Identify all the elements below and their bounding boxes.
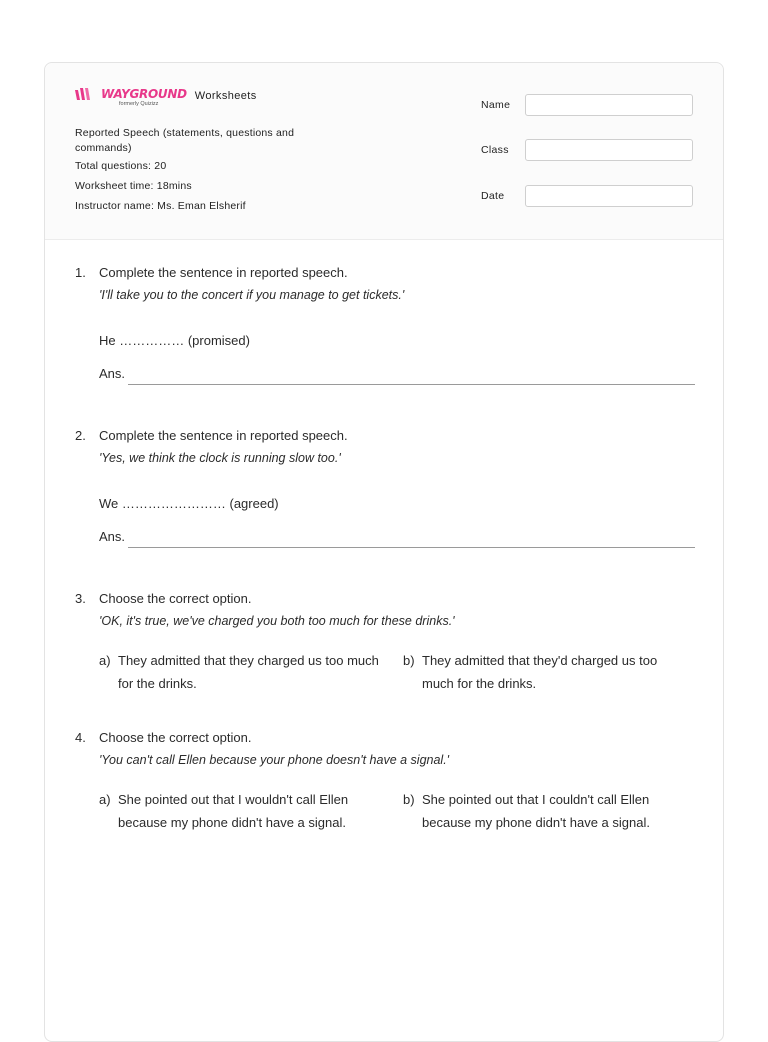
answer-line[interactable] <box>128 531 695 548</box>
answer-line[interactable] <box>128 368 695 385</box>
logo-text <box>101 87 187 107</box>
question-number: 4. <box>75 730 86 745</box>
question-quote: 'OK, it's true, we've charged you both too much for these drinks.' <box>99 614 455 628</box>
answer-options <box>99 788 695 834</box>
question-prompt: We …………………… (agreed) <box>99 496 279 511</box>
class-field <box>481 139 693 161</box>
answer-row <box>99 525 695 548</box>
question-1 <box>75 261 695 385</box>
total-questions: Total questions: 20 <box>75 160 167 172</box>
question-number: 3. <box>75 591 86 606</box>
wayground-logo-icon <box>75 88 99 102</box>
option-text: They admitted that they charged us too much for the drinks. <box>118 653 379 691</box>
name-label: Name <box>481 99 511 111</box>
class-input[interactable] <box>525 139 693 161</box>
option-text: She pointed out that I wouldn't call Ellen because my phone didn't have a signal. <box>118 792 349 830</box>
option-letter: b) <box>403 792 415 807</box>
question-instruction: Choose the correct option. <box>99 730 252 745</box>
answer-row <box>99 362 695 385</box>
worksheet-title: Reported Speech (statements, questions and commands) <box>75 127 295 154</box>
option-letter: b) <box>403 653 415 668</box>
option-a[interactable] <box>99 649 381 695</box>
date-field <box>481 185 693 207</box>
question-3 <box>75 587 695 695</box>
brand-name: WAYGROUND <box>101 87 187 101</box>
option-text: She pointed out that I couldn't call Ellen because my phone didn't have a signal. <box>422 792 650 830</box>
question-instruction: Choose the correct option. <box>99 591 252 606</box>
question-quote: 'You can't call Ellen because your phone doesn't have a signal.' <box>99 753 450 767</box>
question-4 <box>75 726 695 834</box>
question-quote: 'I'll take you to the concert if you manage to get tickets.' <box>99 288 405 302</box>
date-input[interactable] <box>525 185 693 207</box>
worksheet-page <box>44 62 724 1042</box>
name-input[interactable] <box>525 94 693 116</box>
brand-subtitle: formerly Quizizz <box>119 101 159 107</box>
question-number: 1. <box>75 265 86 280</box>
worksheet-header <box>45 63 723 240</box>
brand-logo <box>75 87 257 107</box>
answer-label: Ans. <box>99 529 126 544</box>
question-2 <box>75 424 695 548</box>
option-letter: a) <box>99 792 111 807</box>
option-b[interactable] <box>403 649 685 695</box>
date-label: Date <box>481 190 505 202</box>
option-b[interactable] <box>403 788 685 834</box>
answer-options <box>99 649 695 695</box>
question-instruction: Complete the sentence in reported speech. <box>99 265 348 280</box>
worksheet-time: Worksheet time: 18mins <box>75 180 192 192</box>
instructor-name: Instructor name: Ms. Eman Elsherif <box>75 200 246 212</box>
question-instruction: Complete the sentence in reported speech. <box>99 428 348 443</box>
option-a[interactable] <box>99 788 381 834</box>
option-letter: a) <box>99 653 111 668</box>
question-prompt: He …………… (promised) <box>99 333 250 348</box>
class-label: Class <box>481 144 509 156</box>
answer-label: Ans. <box>99 366 126 381</box>
name-field <box>481 94 693 116</box>
product-name: Worksheets <box>194 90 257 102</box>
worksheet-meta <box>75 126 315 220</box>
question-quote: 'Yes, we think the clock is running slow too.' <box>99 451 341 465</box>
question-number: 2. <box>75 428 86 443</box>
option-text: They admitted that they'd charged us too much for the drinks. <box>422 653 658 691</box>
